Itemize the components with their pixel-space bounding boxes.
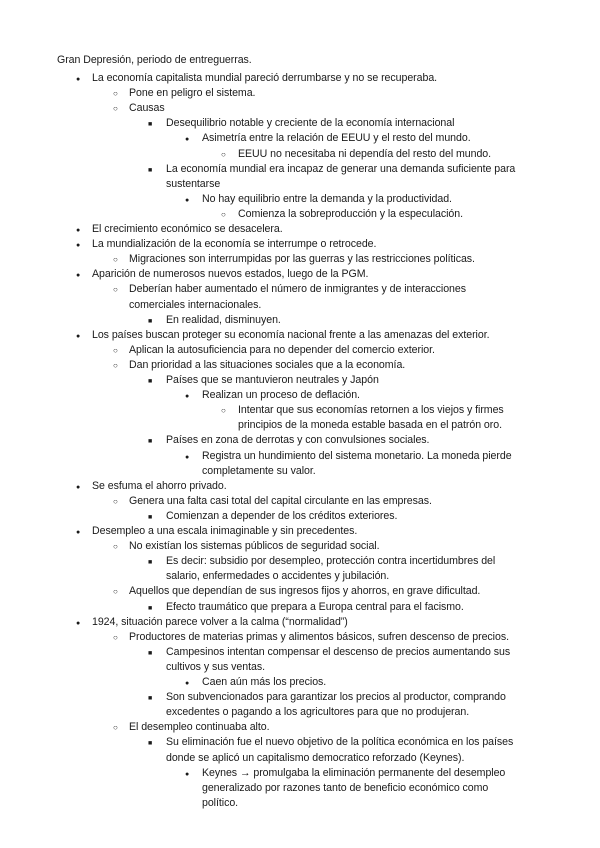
- bullet-icon: [76, 222, 80, 238]
- list-item-text: político.: [202, 796, 239, 809]
- list-item-text: cultivos y sus ventas.: [166, 660, 265, 673]
- bullet-icon: [113, 720, 118, 735]
- list-item-text: En realidad, disminuyen.: [166, 313, 281, 326]
- list-item-text: EEUU no necesitaba ni dependía del resto del mundo.: [238, 147, 492, 160]
- list-item-text: Se esfuma el ahorro privado.: [92, 479, 227, 492]
- list-item-text: Efecto traumático que prepara a Europa central para el facismo.: [166, 600, 464, 613]
- bullet-icon: [185, 388, 189, 404]
- bullet-icon: [113, 494, 118, 509]
- list-item-text: La economía capitalista mundial pareció derrumbarse y no se recuperaba.: [92, 72, 438, 84]
- bullet-icon: [76, 71, 80, 87]
- bullet-icon: [113, 630, 118, 645]
- list-item-text: principios de la moneda estable basada en el patrón oro.: [238, 419, 502, 432]
- list-item-text: Realizan un proceso de deflación.: [202, 389, 360, 402]
- list-item-text: La mundialización de la economía se interrumpe o retrocede.: [92, 238, 377, 251]
- list-item-text: Países que se mantuvieron neutrales y Japón: [166, 374, 379, 386]
- list-item-text: Desempleo a una escala inimaginable y sin precedentes.: [92, 525, 358, 537]
- bullet-icon: [185, 449, 189, 465]
- list-item-text: Países en zona de derrotas y con convulsiones sociales.: [166, 434, 430, 447]
- bullet-icon: [221, 403, 226, 418]
- list-item-text: El desempleo continuaba alto.: [129, 721, 270, 734]
- list-item-text: Los países buscan proteger su economía nacional frente a las amenazas del exterior.: [92, 328, 490, 341]
- list-item-text: Deberían haber aumentado el número de inmigrantes y de interacciones: [129, 283, 466, 296]
- bullet-icon: [148, 554, 152, 570]
- bullet-icon: [148, 645, 152, 661]
- list-item-text: Comienza la sobreproducción y la especulación.: [238, 207, 464, 220]
- bullet-icon: [148, 162, 152, 178]
- list-item-text: Caen aún más los precios.: [202, 676, 327, 688]
- list-item-text: Genera una falta casi total del capital circulante en las empresas.: [129, 494, 432, 507]
- list-item-text: La economía mundial era incapaz de generar una demanda suficiente para: [166, 162, 516, 175]
- list-item-text: comerciales internacionales.: [129, 298, 262, 311]
- bullet-icon: [113, 252, 118, 267]
- list-item-text: Productores de materias primas y alimentos básicos, sufren descenso de precios.: [129, 630, 509, 643]
- bullet-icon: [76, 267, 80, 283]
- list-item-text: No hay equilibrio entre la demanda y la productividad.: [202, 192, 452, 205]
- bullet-icon: [113, 539, 118, 554]
- bullet-icon: [148, 509, 152, 525]
- list-item-text: completamente su valor.: [202, 464, 316, 477]
- list-item-text: Aquellos que dependían de sus ingresos fijos y ahorros, en grave dificultad.: [129, 585, 481, 598]
- bullet-icon: [76, 615, 80, 631]
- list-item-text: Su eliminación fue el nuevo objetivo de la política económica en los países: [166, 736, 514, 749]
- list-item-text: Pone en peligro el sistema.: [129, 87, 256, 100]
- list-item-text: Migraciones son interrumpidas por las guerras y las restricciones políticas.: [129, 253, 475, 266]
- list-item-text: Comienzan a depender de los créditos exteriores.: [166, 509, 398, 522]
- list-item-text: Aparición de numerosos nuevos estados, luego de la PGM.: [92, 268, 369, 281]
- bullet-icon: [113, 282, 118, 297]
- list-item-text: salario, enfermedades o accidentes y jubilación.: [166, 570, 390, 583]
- list-item-text: Son subvencionados para garantizar los precios al productor, comprando: [166, 691, 506, 704]
- list-item-text: donde se aplicó un capitalismo democratico reforzado (Keynes).: [166, 751, 465, 764]
- list-item-text: generalizado por razones tanto de beneficio económico como: [202, 781, 489, 794]
- bullet-icon: [148, 373, 152, 389]
- bullet-icon: [185, 675, 189, 691]
- list-item-text: Registra un hundimiento del sistema monetario. La moneda pierde: [202, 449, 512, 462]
- bullet-icon: [148, 313, 152, 329]
- bullet-icon: [185, 192, 189, 208]
- bullet-icon: [76, 524, 80, 540]
- list-item-text: Keynes → promulgaba la eliminación permanente del desempleo: [202, 766, 506, 779]
- bullet-icon: [148, 433, 152, 449]
- bullet-icon: [221, 207, 226, 222]
- list-item-text: sustentarse: [166, 177, 221, 190]
- list-item-text: Causas: [129, 102, 165, 115]
- bullet-icon: [113, 86, 118, 101]
- list-item-text: excedentes o pagando a los agricultores para que no produjeran.: [166, 706, 470, 719]
- bullet-icon: [221, 147, 226, 162]
- bullet-icon: [76, 328, 80, 344]
- bullet-icon: [76, 237, 80, 253]
- list-item-text: Desequilibrio notable y creciente de la economía internacional: [166, 117, 455, 130]
- list-item-text: 1924, situación parece volver a la calma (“normalidad”): [92, 615, 348, 628]
- bullet-icon: [185, 131, 189, 147]
- list-item-text: Asimetría entre la relación de EEUU y el resto del mundo.: [202, 132, 471, 145]
- bullet-icon: [148, 116, 152, 132]
- bullet-icon: [185, 766, 189, 782]
- bullet-icon: [113, 343, 118, 358]
- document-title: Gran Depresión, periodo de entreguerras.: [57, 54, 252, 66]
- bullet-icon: [113, 358, 118, 373]
- list-item-text: El crecimiento económico se desacelera.: [92, 223, 283, 235]
- bullet-icon: [76, 479, 80, 495]
- bullet-icon: [148, 690, 152, 706]
- list-item-text: No existían los sistemas públicos de seguridad social.: [129, 540, 380, 553]
- bullet-icon: [148, 735, 152, 751]
- list-item-text: Campesinos intentan compensar el descenso de precios aumentando sus: [166, 645, 511, 658]
- list-item-text: Dan prioridad a las situaciones sociales que a la economía.: [129, 358, 406, 371]
- bullet-icon: [113, 584, 118, 599]
- list-item-text: Aplican la autosuficiencia para no depender del comercio exterior.: [129, 343, 435, 356]
- list-item-text: Intentar que sus economías retornen a los viejos y firmes: [238, 404, 504, 417]
- list-item-text: Es decir: subsidio por desempleo, protección contra incertidumbres del: [166, 555, 496, 568]
- bullet-icon: [113, 101, 118, 116]
- bullet-icon: [148, 600, 152, 616]
